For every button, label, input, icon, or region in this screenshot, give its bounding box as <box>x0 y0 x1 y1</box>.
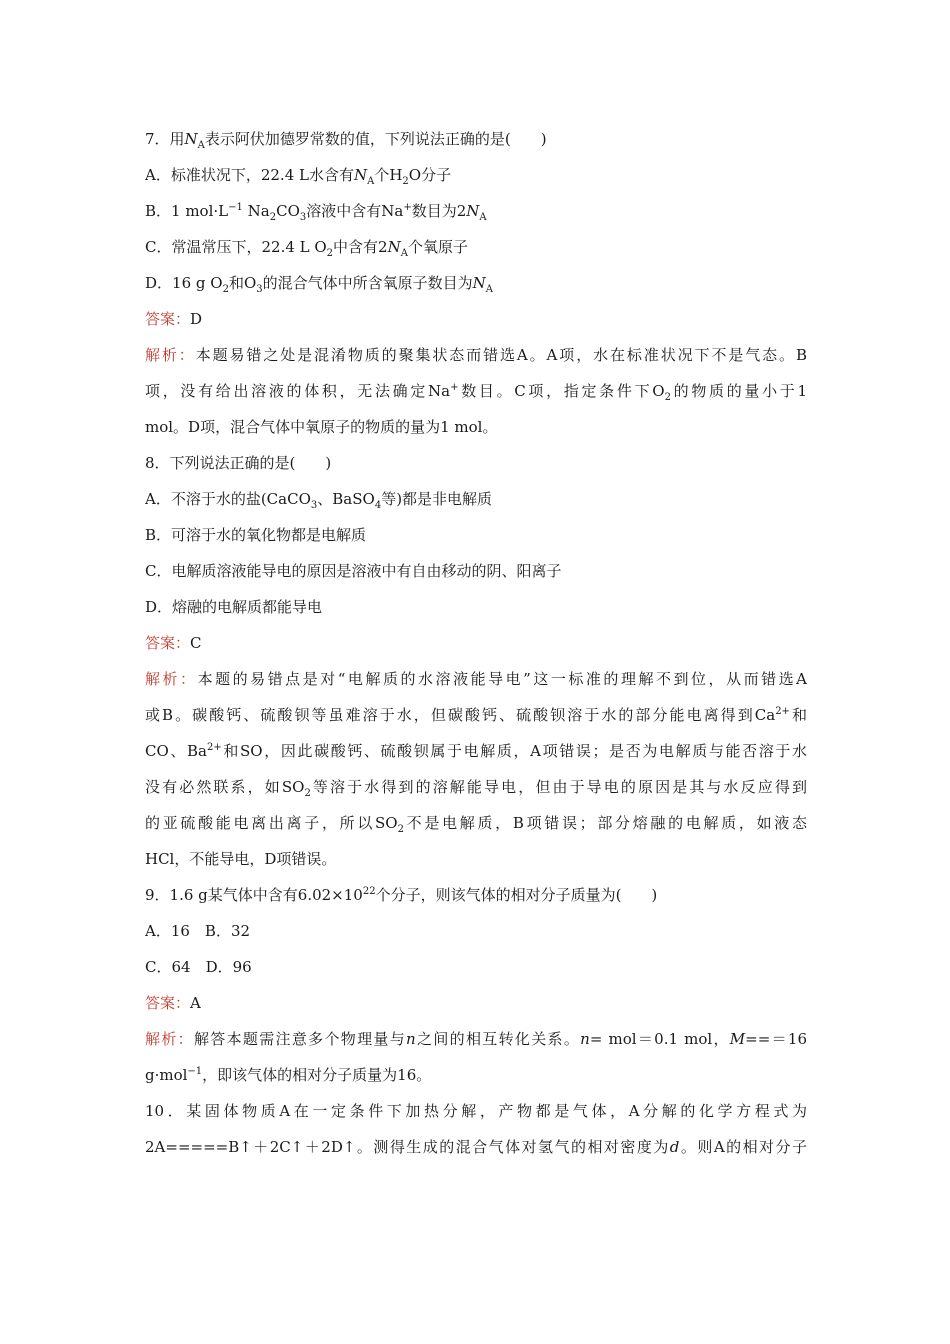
q9-stem: 9．1.6 g某气体中含有$6.02\times 10^{22}$个分子，则该气体的相对分子质量为( ) <box>145 886 658 904</box>
q7-option-a: A．标准状况下，22.4 L水含有$N_A$个$H_2O$分子 <box>145 166 452 187</box>
q10-stem-line-2: 2A=====B↑＋2C↑＋2D↑。测得生成的混合气体对氢气的相对密度为d。则A的相对分子 <box>145 1138 807 1156</box>
q8-option-d: D．熔融的电解质都能导电 <box>145 598 323 616</box>
q8-option-a: A．不溶于水的盐(CaCO$_3$、BaSO$_4$等)都是非电解质 <box>145 490 493 511</box>
q9-options-ab: A．16 B．32 <box>145 922 251 940</box>
q7-stem: 7．用$N_A$表示阿伏加德罗常数的值，下列说法正确的是( ) <box>145 130 547 151</box>
q8-option-b: B．可溶于水的氧化物都是电解质 <box>145 526 367 544</box>
answer-label: 答案： <box>145 634 191 652</box>
q7-analysis-line-2: 项，没有给出溶液的体积，无法确定Na+数目。C项，指定条件下$O_2$的物质的量小于1 <box>145 382 807 403</box>
q9-analysis-line-2: g·mol$^{-1}$，即该气体的相对分子质量为16。 <box>145 1066 432 1084</box>
q7-option-c: C．常温常压下，22.4 L $O_2$中含有$2N_A$个氧原子 <box>145 238 468 259</box>
analysis-label: 解析： <box>145 1030 194 1048</box>
q7-analysis-line-1: 解析：本题易错之处是混淆物质的聚集状态而错选A。A项，水在标准状况下不是气态。B <box>145 346 807 364</box>
q7-analysis-line-3: mol。D项，混合气体中氧原子的物质的量为1 mol。 <box>145 418 498 436</box>
q8-answer <box>145 625 807 661</box>
q9-options-cd: C．64 D．96 <box>145 958 252 976</box>
q7-option-d: D．16 g $O_2$和$O_3$的混合气体中所含氧原子数目为$N_A$ <box>145 274 493 295</box>
q8-analysis-line-5: 的亚硫酸能电离出离子，所以$SO_2$不是电解质，B项错误；部分熔融的电解质，如液态 <box>145 814 807 835</box>
answer-label: 答案： <box>145 310 191 328</box>
answer-value: D <box>190 310 203 328</box>
q7-answer <box>145 301 807 337</box>
q8-analysis-line-6: HCl，不能导电，D项错误。 <box>145 850 337 868</box>
q9-analysis-line-1: 解析：解答本题需注意多个物理量与n之间的相互转化关系。n= mol＝0.1 mol，M==＝16 <box>145 1030 807 1048</box>
answer-label: 答案： <box>145 994 191 1012</box>
q10-stem-line-1: 10．某固体物质A在一定条件下加热分解，产物都是气体，A分解的化学方程式为 <box>145 1102 807 1120</box>
analysis-label: 解析： <box>145 346 196 364</box>
answer-value: C <box>190 634 202 652</box>
q8-analysis-line-2: 或B。碳酸钙、硫酸钡等虽难溶于水，但碳酸钙、硫酸钡溶于水的部分能电离得到$Ca^{2+}$和 <box>145 706 807 724</box>
q7-option-b: B．1 $mol\cdot L^{-1}$ $Na_2CO_3$溶液中含有Na+数目为$2N_A$ <box>145 202 487 223</box>
document-body <box>145 121 807 1165</box>
q8-analysis-line-3: CO、$Ba^{2+}$和SO，因此碳酸钙、硫酸钡属于电解质，A项错误；是否为电解质与能否溶于水 <box>145 742 807 760</box>
q9-answer <box>145 985 807 1021</box>
q8-analysis-line-4: 没有必然联系，如$SO_2$等溶于水得到的溶解能导电，但由于导电的原因是其与水反应得到 <box>145 778 807 799</box>
analysis-label: 解析： <box>145 670 198 688</box>
q8-option-c: C．电解质溶液能导电的原因是溶液中有自由移动的阴、阳离子 <box>145 562 562 580</box>
q8-stem: 8．下列说法正确的是( ) <box>145 454 332 472</box>
q8-analysis-line-1: 解析：本题的易错点是对“电解质的水溶液能导电”这一标准的理解不到位，从而错选A <box>145 670 807 688</box>
answer-value: A <box>190 994 201 1012</box>
